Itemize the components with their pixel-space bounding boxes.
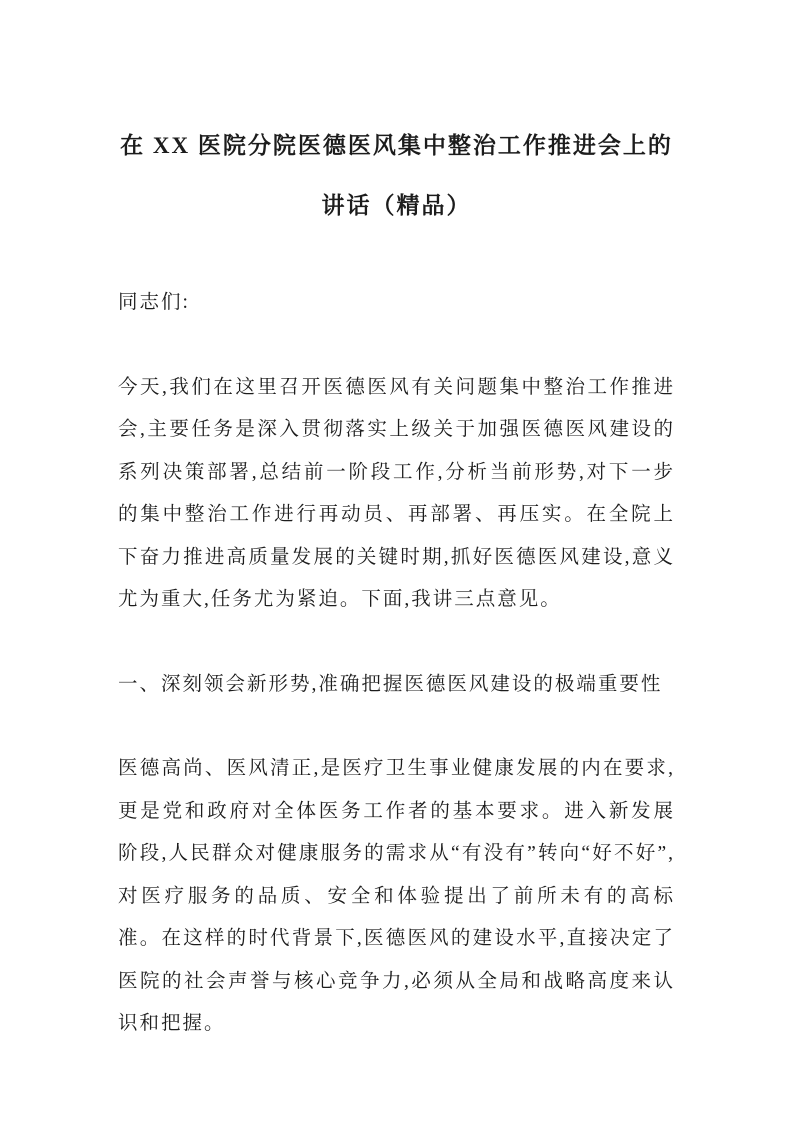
document-body [118,282,675,1046]
section-heading-1: 一、深刻领会新形势,准确把握医德医风建设的极端重要性 [118,673,663,695]
paragraph-intro: 今天,我们在这里召开医德医风有关问题集中整治工作推进会,主要任务是深入贯彻落实上级关于加强医德医风建设的系列决策部署,总结前一阶段工作,分析当前形势,对下一步的集中整治工作进行再动员、再部署、再压实。在全院上下奋力推进高质量发展的关键时期,抓好医德医风建设,意义尤为重大,任务尤为紧迫。下面,我讲三点意见。 [118,376,675,610]
paragraph-section-1-body: 医德高尚、医风清正,是医疗卫生事业健康发展的内在要求,更是党和政府对全体医务工作者的基本要求。进入新发展阶段,人民群众对健康服务的需求从“有没有”转向“好不好”,对医疗服务的品质、安全和体验提出了前所未有的高标准。在这样的时代背景下,医德医风的建设水平,直接决定了医院的社会声誉与核心竞争力,必须从全局和战略高度来认识和把握。 [118,758,675,1034]
paragraph-salutation: 同志们: [118,292,190,313]
document-title: 在 XX 医院分院医德医风集中整治工作推进会上的讲话（精品） [120,133,673,218]
